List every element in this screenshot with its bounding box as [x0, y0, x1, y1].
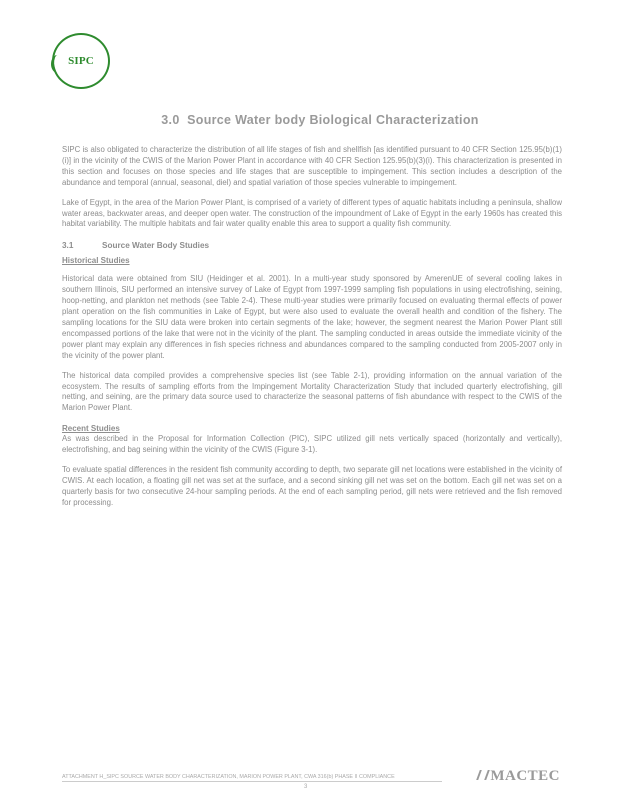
paragraph-lake-habitat: Lake of Egypt, in the area of the Marion Power Plant, is comprised of a variety of different types of aquatic habitats including a peninsula, shallow water areas, backwater areas, and deeper open water. The construction of the impoundment of Lake of Egypt in the early 1960s has created this habitat variability. The multiple habitats and fair water quality enable this area to support a quality fish community. — [62, 197, 562, 229]
paragraph-gill-nets: To evaluate spatial differences in the resident fish community according to depth, two separate gill net locations were established in the vicinity of CWIS. At each location, a floating gill net was set at the surface, and a second sinking gill net was set on the bottom. Each gill net was set on a quarterly basis for two consecutive 24-hour sampling periods. At the end of each sampling period, gill nets were retrieved and the fish removed for processing. — [62, 465, 562, 507]
logo-text: SIPC — [68, 55, 94, 67]
page-footer — [62, 768, 562, 792]
paragraph-species-list: The historical data compiled provides a comprehensive species list (see Table 2-1), providing information on the annual variation of the ecosystem. The results of sampling efforts from the Impingement Mortality Characterization Study that included quarterly electrofishing, gill netting, and seining, are the primary data source used to characterize the seasonal patterns of fish abundance with respect to the CWIS of the Marion Power Plant. — [62, 370, 562, 413]
body-content — [62, 145, 562, 509]
footer-page-number: 3 — [304, 784, 308, 790]
mactec-mark-icon — [477, 770, 491, 780]
section-heading — [120, 113, 520, 127]
paragraph-historical-data: Historical data were obtained from SIU (Heidinger et al. 2001). In a multi-year study sponsored by AmerenUE of several cooling lakes in southern Illinois, SIU performed an intensive survey of Lake of Egypt from 1997-1999 sampling fish populations in using electrofishing, seining, hoop-netting, and plankton net methods (see Table 2-4). These multi-year studies were primarily focused on evaluating thermal effects of power plant operation on the fish communities in Lake of Egypt, but were also used to evaluate the overall health and condition of the fishery. The sampling locations for the SIU data were broken into certain segments of the lake; however, the segment nearest the Marion Power Plant still encompassed portions of the lake that were not in the vicinity of the plant. The sampling conducted in areas outside the immediate vicinity of the power plant may explain any differences in fish species richness and abundances compared to the sampling conducted from 2005-2007 only in the vicinity of the power plant. — [62, 274, 562, 360]
subsection-heading — [62, 241, 562, 250]
section-number: 3.0 — [161, 113, 180, 127]
paragraph-recent-studies: As was described in the Proposal for Information Collection (PIC), SIPC utilized gill nets vertically spaced (horizontally and vertically), electrofishing, and bag seining within the vicinity of the CWIS (Figure 3-1). — [62, 434, 562, 455]
logo-leaf-icon — [51, 55, 64, 73]
mactec-logo — [478, 768, 560, 785]
subsection-title: Source Water Body Studies — [102, 241, 210, 251]
section-title: Source Water body Biological Characterization — [187, 113, 479, 127]
paragraph-intro: SIPC is also obligated to characterize the distribution of all life stages of fish and shellfish [as identified pursuant to 40 CFR Section 125.95(b)(1)(i)] in the vicinity of the CWIS of the Marion Power Plant in accordance with 40 CFR Section 125.95(b)(3)(i). This characterization is presented in this section and focuses on those species and life stages that are susceptible to impingement. This section includes a description of the abundance and temporal (annual, seasonal, diel) and spatial variation of those species vulnerable to impingement. — [62, 145, 562, 187]
historical-studies-heading: Historical Studies — [62, 256, 130, 266]
footer-document-title: ATTACHMENT H_SIPC SOURCE WATER BODY CHARACTERIZATION, MARION POWER PLANT, CWA 316(b) PHASE II COMPLIANCE — [62, 774, 442, 782]
subsection-number: 3.1 — [62, 241, 74, 251]
recent-studies-heading: Recent Studies — [62, 424, 120, 434]
mactec-logo-text: MACTEC — [490, 768, 560, 784]
sipc-logo — [52, 33, 110, 89]
